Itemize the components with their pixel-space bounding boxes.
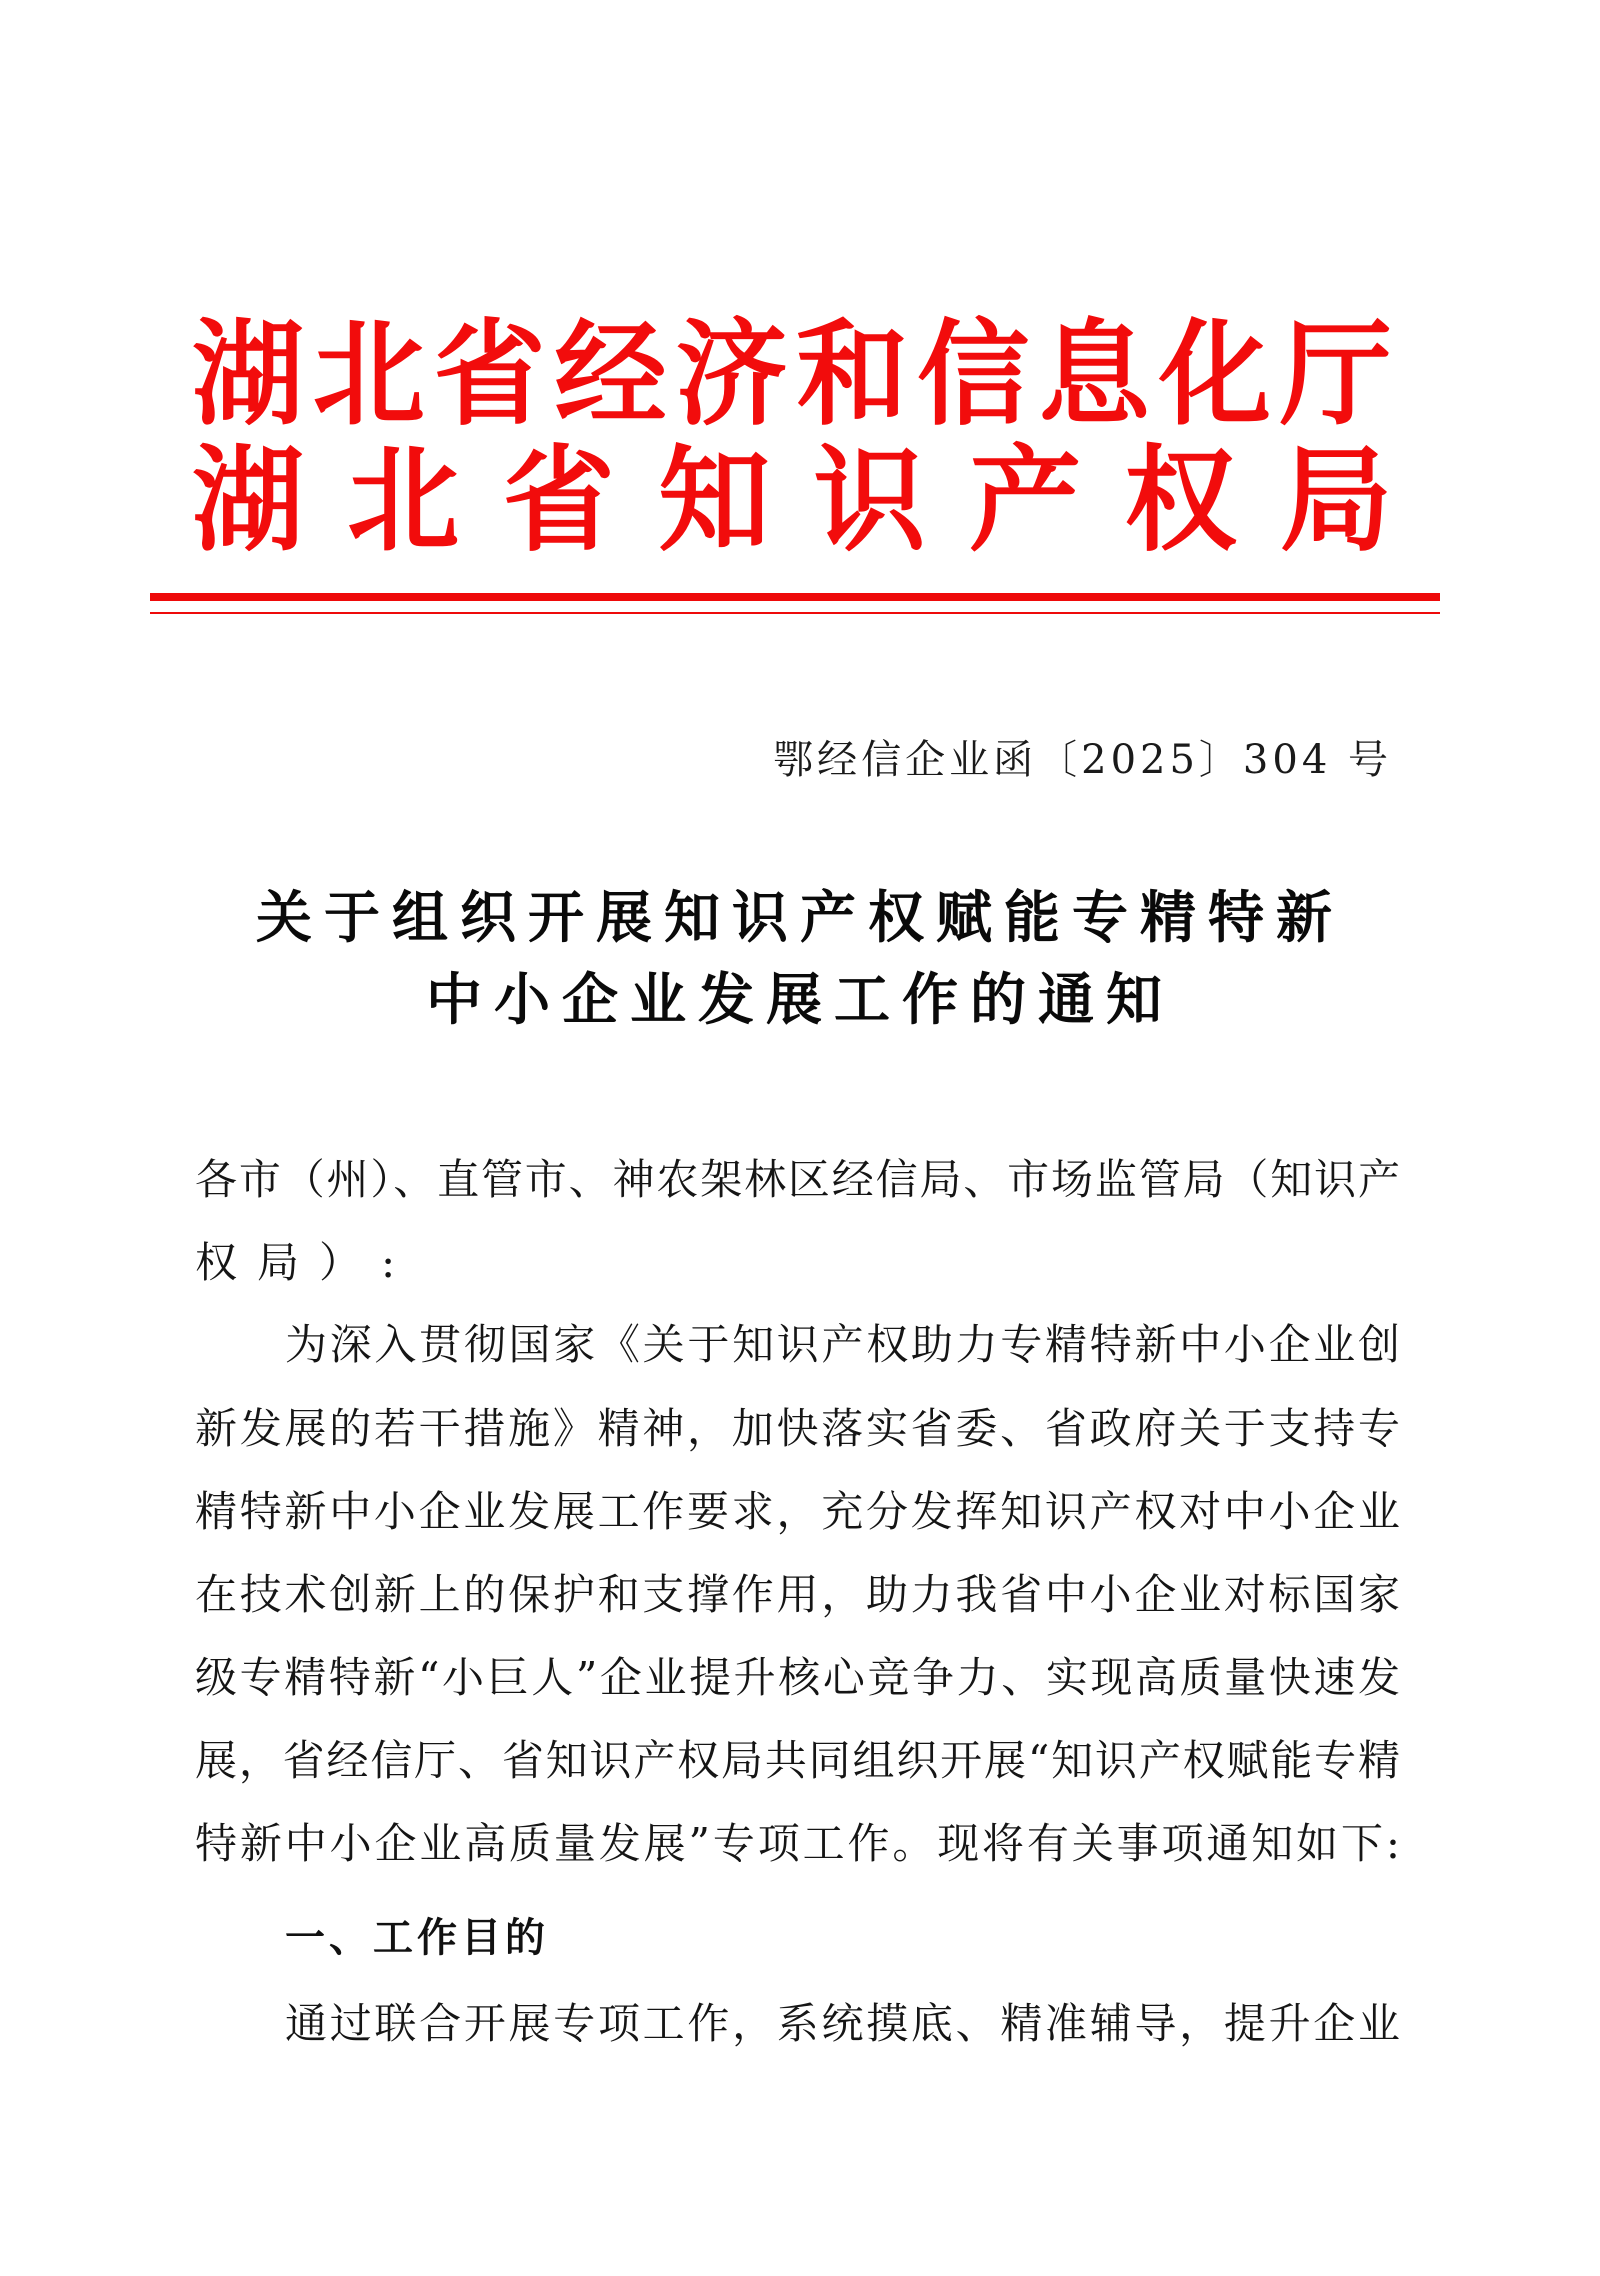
addressee-line-1: 各市（州）、直管市、神农架林区经信局、市场监管局（知识产 xyxy=(195,1155,1400,1204)
intro-paragraph-line: 在技术创新上的保护和支撑作用，助力我省中小企业对标国家 xyxy=(195,1570,1400,1619)
intro-paragraph-line: 为深入贯彻国家《关于知识产权助力专精特新中小企业创 xyxy=(285,1320,1400,1369)
masthead-char: 和 xyxy=(796,308,909,442)
masthead-char: 息 xyxy=(1038,308,1151,442)
masthead-char: 知 xyxy=(658,434,771,568)
document-title-line-1: 关于组织开展知识产权赋能专精特新 xyxy=(256,885,1344,951)
masthead-char: 权 xyxy=(1124,434,1237,568)
masthead-char: 信 xyxy=(917,308,1030,442)
section-paragraph-line: 通过联合开展专项工作，系统摸底、精准辅导，提升企业 xyxy=(285,1999,1400,2048)
masthead-issuer-2 xyxy=(192,434,1392,568)
masthead-char: 产 xyxy=(969,434,1082,568)
masthead-char: 省 xyxy=(433,308,546,442)
masthead-char: 济 xyxy=(675,308,788,442)
section-heading: 一、工作目的 xyxy=(285,1915,549,1961)
masthead-char: 局 xyxy=(1279,434,1392,568)
masthead-char: 识 xyxy=(813,434,926,568)
masthead-char: 化 xyxy=(1159,308,1271,442)
document-title-line-2: 中小企业发展工作的通知 xyxy=(426,967,1174,1033)
addressee-line-2: 权局）: xyxy=(195,1238,416,1287)
masthead-char: 湖 xyxy=(192,308,304,442)
masthead-char: 北 xyxy=(312,308,425,442)
masthead-char: 北 xyxy=(347,434,460,568)
document-number: 鄂经信企业函〔2025〕304 号 xyxy=(773,737,1392,783)
masthead-char: 厅 xyxy=(1279,308,1392,442)
intro-paragraph-line: 特新中小企业高质量发展”专项工作。现将有关事项通知如下: xyxy=(195,1819,1400,1868)
intro-paragraph-line: 新发展的若干措施》精神，加快落实省委、省政府关于支持专 xyxy=(195,1404,1400,1453)
masthead-char: 经 xyxy=(554,308,667,442)
masthead-red-rule-thin xyxy=(150,612,1440,614)
masthead-red-rule-thick xyxy=(150,593,1440,601)
masthead-char: 湖 xyxy=(192,434,304,568)
intro-paragraph-line: 精特新中小企业发展工作要求，充分发挥知识产权对中小企业 xyxy=(195,1487,1400,1536)
intro-paragraph-line: 级专精特新“小巨人”企业提升核心竞争力、实现高质量快速发 xyxy=(195,1653,1400,1702)
intro-paragraph-line: 展，省经信厅、省知识产权局共同组织开展“知识产权赋能专精 xyxy=(195,1736,1400,1785)
masthead-char: 省 xyxy=(502,434,615,568)
masthead-issuer-1 xyxy=(192,308,1392,442)
